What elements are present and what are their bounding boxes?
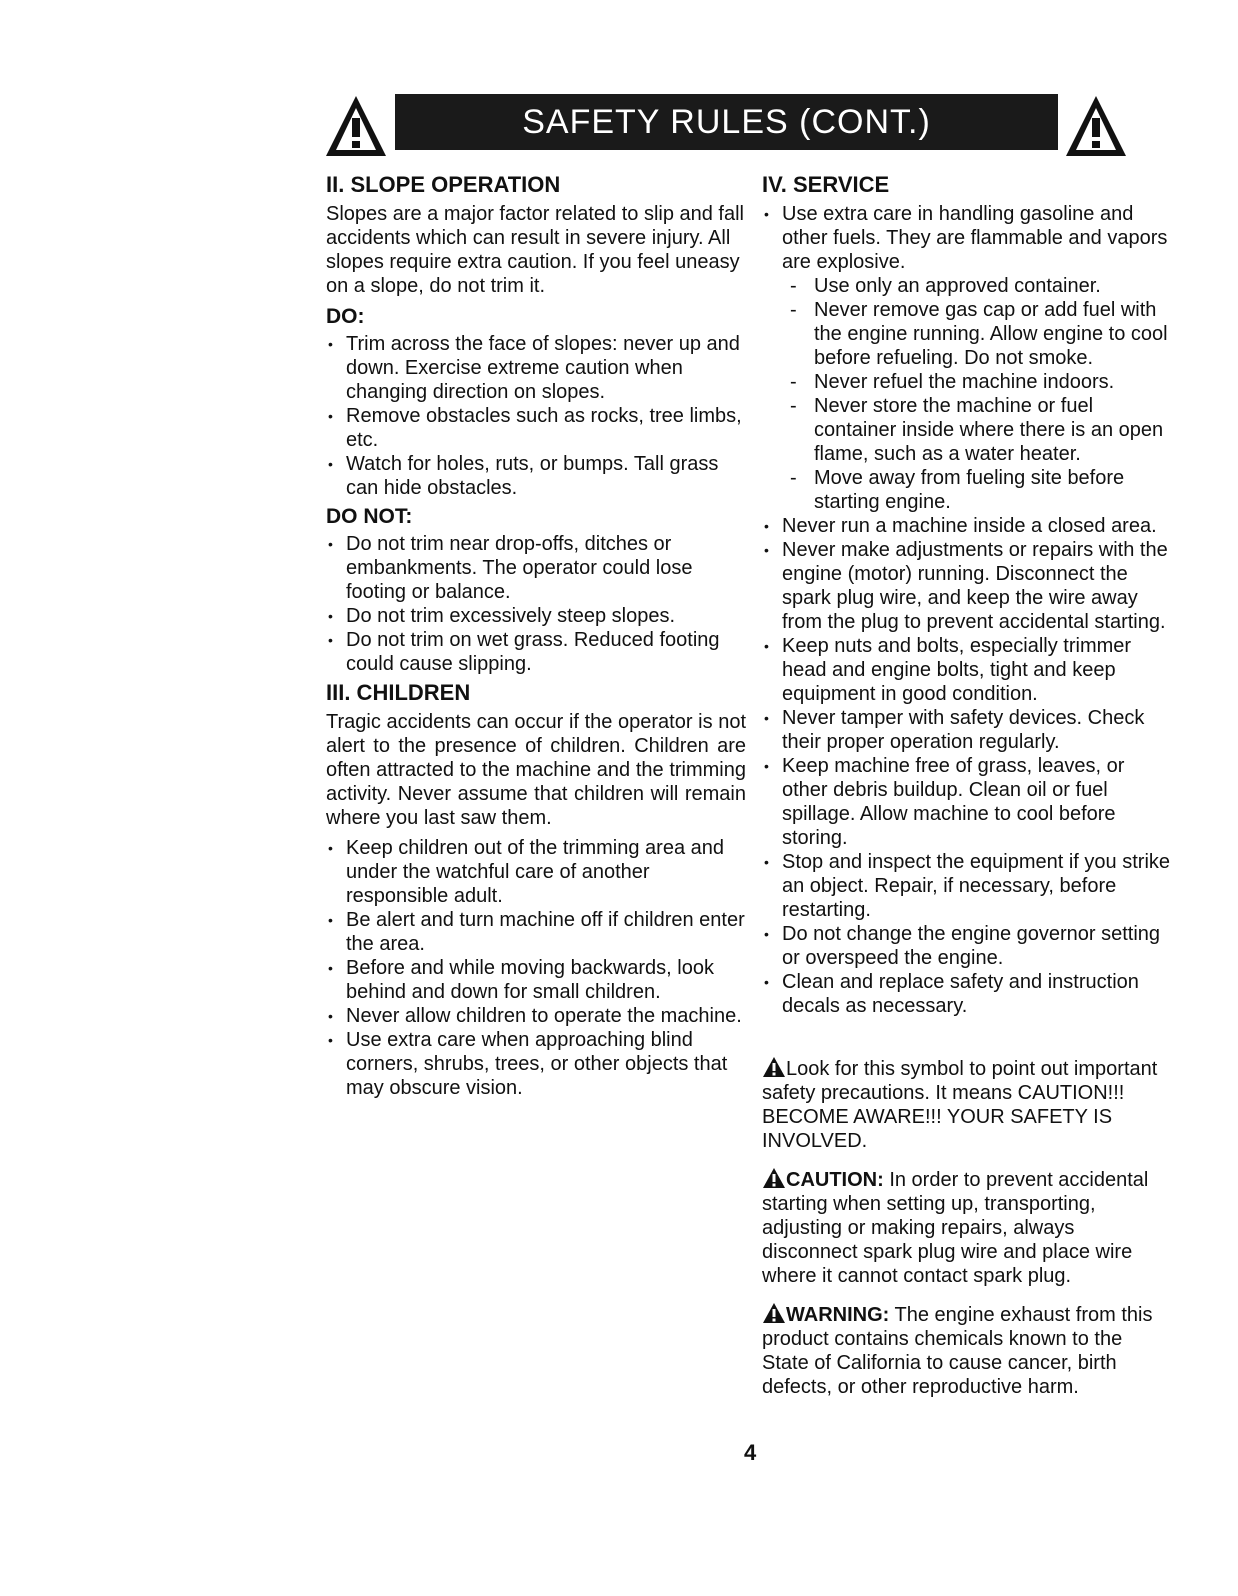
list-item: • Use extra care when approaching blind corners, shrubs, trees, or other objects that may obscure vision. [326,1028,746,1100]
list-item: • Keep nuts and bolts, especially trimmer head and engine bolts, tight and keep equipment in good condition. [762,634,1172,706]
warning-triangle-icon [322,92,390,160]
sublist-item: - Use only an approved container. [782,274,1172,298]
list-item: • Watch for holes, ruts, or bumps. Tall grass can hide obstacles. [326,452,746,500]
list-item: • Never run a machine inside a closed area. [762,514,1172,538]
children-list [326,836,746,1100]
slope-heading: II. SLOPE OPERATION [326,172,561,197]
caution-notice [762,1167,1172,1288]
warning-notice [762,1302,1172,1399]
donot-list [326,532,746,676]
list-item: • Never tamper with safety devices. Check their proper operation regularly. [762,706,1172,754]
list-item: • Never make adjustments or repairs with the engine (motor) running. Disconnect the spark plug wire, and keep the wire away from the plug to prevent accidental starting. [762,538,1172,634]
warning-text: The engine exhaust from this product contains chemicals known to the State of California to cause cancer, birth defects, or other reproductive harm. [762,1304,1153,1398]
service-list [762,202,1172,1018]
symbol-notice [762,1056,1172,1153]
list-item: • Clean and replace safety and instruction decals as necessary. [762,970,1172,1018]
warning-label: WARNING: [786,1304,890,1326]
warning-triangle-icon [762,1302,786,1324]
list-item: • Do not trim excessively steep slopes. [326,604,746,628]
do-list [326,332,746,500]
safety-banner [322,92,1130,162]
sublist-item: - Never store the machine or fuel container inside where there is an open flame, such as a water heater. [782,394,1172,466]
banner-title: SAFETY RULES (CONT.) [395,94,1058,150]
right-column [762,172,1172,1413]
sublist-item: - Never remove gas cap or add fuel with the engine running. Allow engine to cool before refueling. Do not smoke. [782,298,1172,370]
list-item: • Before and while moving backwards, look behind and down for small children. [326,956,746,1004]
fuel-sublist [782,274,1172,514]
list-item: • Be alert and turn machine off if children enter the area. [326,908,746,956]
warning-triangle-icon [762,1167,786,1189]
list-item: • Do not trim on wet grass. Reduced footing could cause slipping. [326,628,746,676]
warning-triangle-icon [1062,92,1130,160]
list-item: • Stop and inspect the equipment if you strike an object. Repair, if necessary, before restarting. [762,850,1172,922]
list-item: • Do not change the engine governor setting or overspeed the engine. [762,922,1172,970]
list-item: • Do not trim near drop-offs, ditches or embankments. The operator could lose footing or balance. [326,532,746,604]
list-item: • Never allow children to operate the machine. [326,1004,746,1028]
list-item: • Keep machine free of grass, leaves, or other debris buildup. Clean oil or fuel spillage. Allow machine to cool before storing. [762,754,1172,850]
symbol-notice-text: Look for this symbol to point out important safety precautions. It means CAUTION!!! BECOME AWARE!!! YOUR SAFETY IS INVOLVED. [762,1058,1158,1152]
service-heading: IV. SERVICE [762,172,890,197]
slope-intro: Slopes are a major factor related to slip and fall accidents which can result in severe injury. All slopes require extra caution. If you feel uneasy on a slope, do not trim it. [326,203,744,297]
caution-label: CAUTION: [786,1169,884,1191]
list-item: • Keep children out of the trimming area and under the watchful care of another responsible adult. [326,836,746,908]
page-number: 4 [744,1440,757,1465]
caution-text: In order to prevent accidental starting when setting up, transporting, adjusting or making repairs, always disconnect spark plug wire and place wire where it cannot contact spark plug. [762,1169,1149,1287]
do-heading: DO: [326,305,365,328]
list-item: • Remove obstacles such as rocks, tree limbs, etc. [326,404,746,452]
list-item: • Trim across the face of slopes: never up and down. Exercise extreme caution when changing direction on slopes. [326,332,746,404]
sublist-item: - Move away from fueling site before starting engine. [782,466,1172,514]
children-heading: III. CHILDREN [326,680,471,705]
children-intro: Tragic accidents can occur if the operator is not alert to the presence of children. Children are often attracted to the machine and the trimming activity. Never assume that children will remain where you last saw them. [326,711,746,829]
left-column [326,172,746,1104]
list-item [762,202,1172,514]
donot-heading: DO NOT: [326,505,413,528]
warning-triangle-icon [762,1056,786,1078]
fuel-item-text: Use extra care in handling gasoline and other fuels. They are flammable and vapors are explosive. [782,203,1168,273]
sublist-item: - Never refuel the machine indoors. [782,370,1172,394]
